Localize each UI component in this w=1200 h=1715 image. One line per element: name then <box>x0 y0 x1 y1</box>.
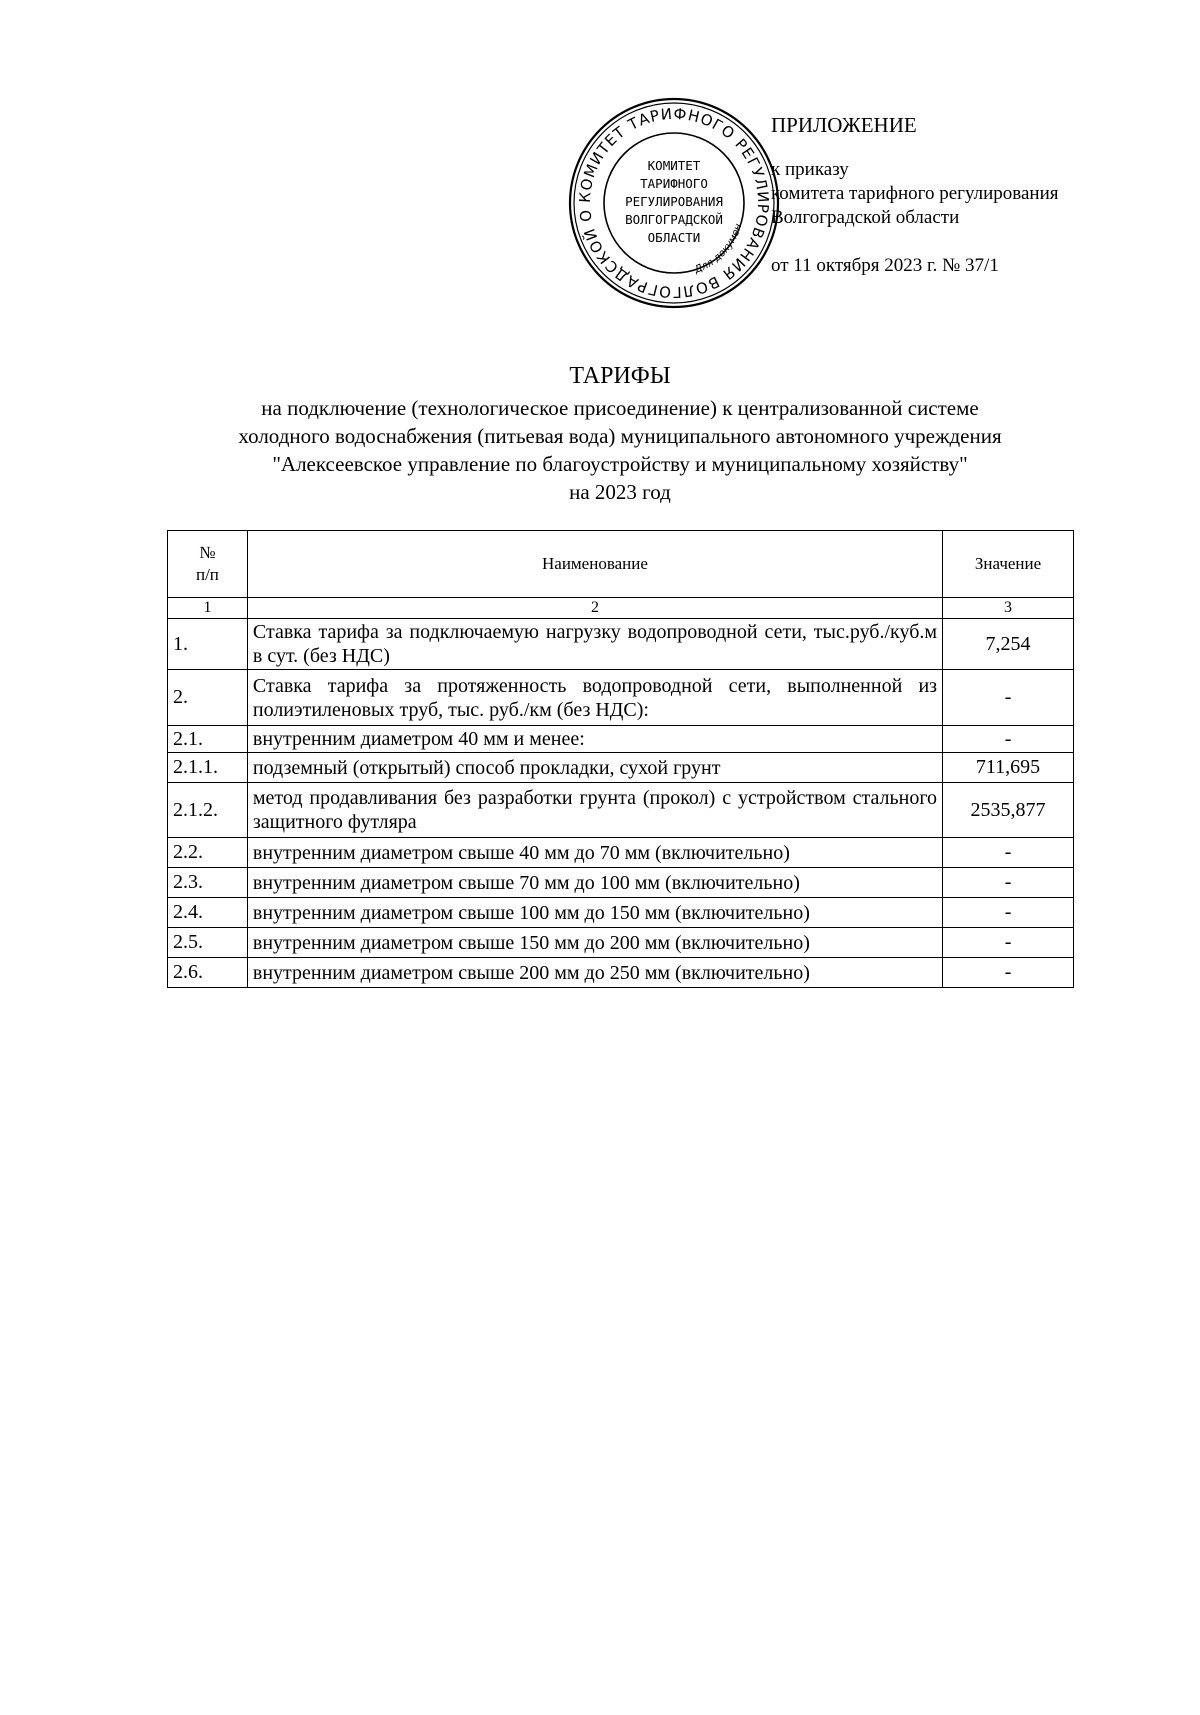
table-row <box>168 619 1074 670</box>
header-value: Значение <box>943 531 1074 598</box>
column-number-row <box>168 598 1074 619</box>
row-value: - <box>943 868 1074 898</box>
row-value: - <box>943 670 1074 726</box>
row-value: - <box>943 958 1074 988</box>
row-name: внутренним диаметром свыше 150 мм до 200 мм (включительно) <box>247 928 942 958</box>
row-number: 2.3. <box>168 868 248 898</box>
row-name: подземный (открытый) способ прокладки, сухой грунт <box>247 753 942 783</box>
title-line-1: на подключение (технологическое присоединение) к централизованной системе <box>261 396 979 420</box>
seal-inner-text: Для докумен <box>693 222 745 276</box>
seal-center-line-2: ТАРИФНОГО <box>640 176 708 191</box>
table-row <box>168 783 1074 838</box>
table-row <box>168 928 1074 958</box>
appendix-line-order: к приказу <box>771 159 849 180</box>
seal-center-line-4: ВОЛГОГРАДСКОЙ <box>625 212 723 227</box>
seal-center-line-1: КОМИТЕТ <box>647 158 701 173</box>
row-name: внутренним диаметром свыше 100 мм до 150 мм (включительно) <box>247 898 942 928</box>
row-value: 7,254 <box>943 619 1074 670</box>
row-number: 2.6. <box>168 958 248 988</box>
table-row <box>168 898 1074 928</box>
row-number: 2.4. <box>168 898 248 928</box>
header-number-abbr: п/п <box>195 565 219 584</box>
seal-center-line-3: РЕГУЛИРОВАНИЯ <box>625 194 723 209</box>
appendix-line-committee: комитета тарифного регулирования <box>771 183 1059 204</box>
row-value: - <box>943 928 1074 958</box>
table-row <box>168 838 1074 868</box>
row-value: 711,695 <box>943 753 1074 783</box>
title-line-4: на 2023 год <box>569 480 671 504</box>
row-value: - <box>943 898 1074 928</box>
column-number-2: 2 <box>247 598 942 619</box>
title-line-3: "Алексеевское управление по благоустройству и муниципальному хозяйству" <box>272 452 968 476</box>
row-value: - <box>943 726 1074 753</box>
seal-center-line-5: ОБЛАСТИ <box>647 230 701 245</box>
table-row <box>168 958 1074 988</box>
header-number-sign: № <box>199 543 216 562</box>
appendix-block <box>771 113 1101 278</box>
row-name: внутренним диаметром свыше 200 мм до 250 мм (включительно) <box>247 958 942 988</box>
row-name: внутренним диаметром 40 мм и менее: <box>247 726 942 753</box>
row-number: 2.1.1. <box>168 753 248 783</box>
row-number: 1. <box>168 619 248 670</box>
row-name: Ставка тарифа за протяженность водопроводной сети, выполненной из полиэтиленовых труб, тыс. руб./км (без НДС): <box>247 670 942 726</box>
row-number: 2.5. <box>168 928 248 958</box>
row-name: внутренним диаметром свыше 70 мм до 100 мм (включительно) <box>247 868 942 898</box>
row-value: - <box>943 838 1074 868</box>
row-name: метод продавливания без разработки грунта (прокол) с устройством стального защитного футляра <box>247 783 942 838</box>
appendix-date: от 11 октября 2023 г. № 37/1 <box>771 255 999 276</box>
column-number-3: 3 <box>943 598 1074 619</box>
appendix-line-region: Волгоградской области <box>771 207 960 228</box>
header-number <box>168 531 248 598</box>
table-header-row <box>168 531 1074 598</box>
document-title-block <box>140 360 1100 506</box>
row-number: 2.1. <box>168 726 248 753</box>
header-name: Наименование <box>247 531 942 598</box>
table-row <box>168 868 1074 898</box>
document-title: ТАРИФЫ <box>569 363 671 389</box>
row-number: 2.1.2. <box>168 783 248 838</box>
seal-ring-text: КОМИТЕТ ТАРИФНОГО РЕГУЛИРОВАНИЯ ВОЛГОГРАДСКОЙ О <box>575 104 773 302</box>
row-value: 2535,877 <box>943 783 1074 838</box>
row-name: Ставка тарифа за подключаемую нагрузку водопроводной сети, тыс.руб./куб.м в сут. (без НДС) <box>247 619 942 670</box>
appendix-heading: ПРИЛОЖЕНИЕ <box>771 113 917 137</box>
table-row <box>168 726 1074 753</box>
column-number-1: 1 <box>168 598 248 619</box>
row-name: внутренним диаметром свыше 40 мм до 70 мм (включительно) <box>247 838 942 868</box>
title-line-2: холодного водоснабжения (питьевая вода) муниципального автономного учреждения <box>238 424 1002 448</box>
tariff-table <box>167 530 1074 988</box>
table-row <box>168 753 1074 783</box>
official-seal <box>566 95 782 311</box>
row-number: 2.2. <box>168 838 248 868</box>
row-number: 2. <box>168 670 248 726</box>
table-row <box>168 670 1074 726</box>
